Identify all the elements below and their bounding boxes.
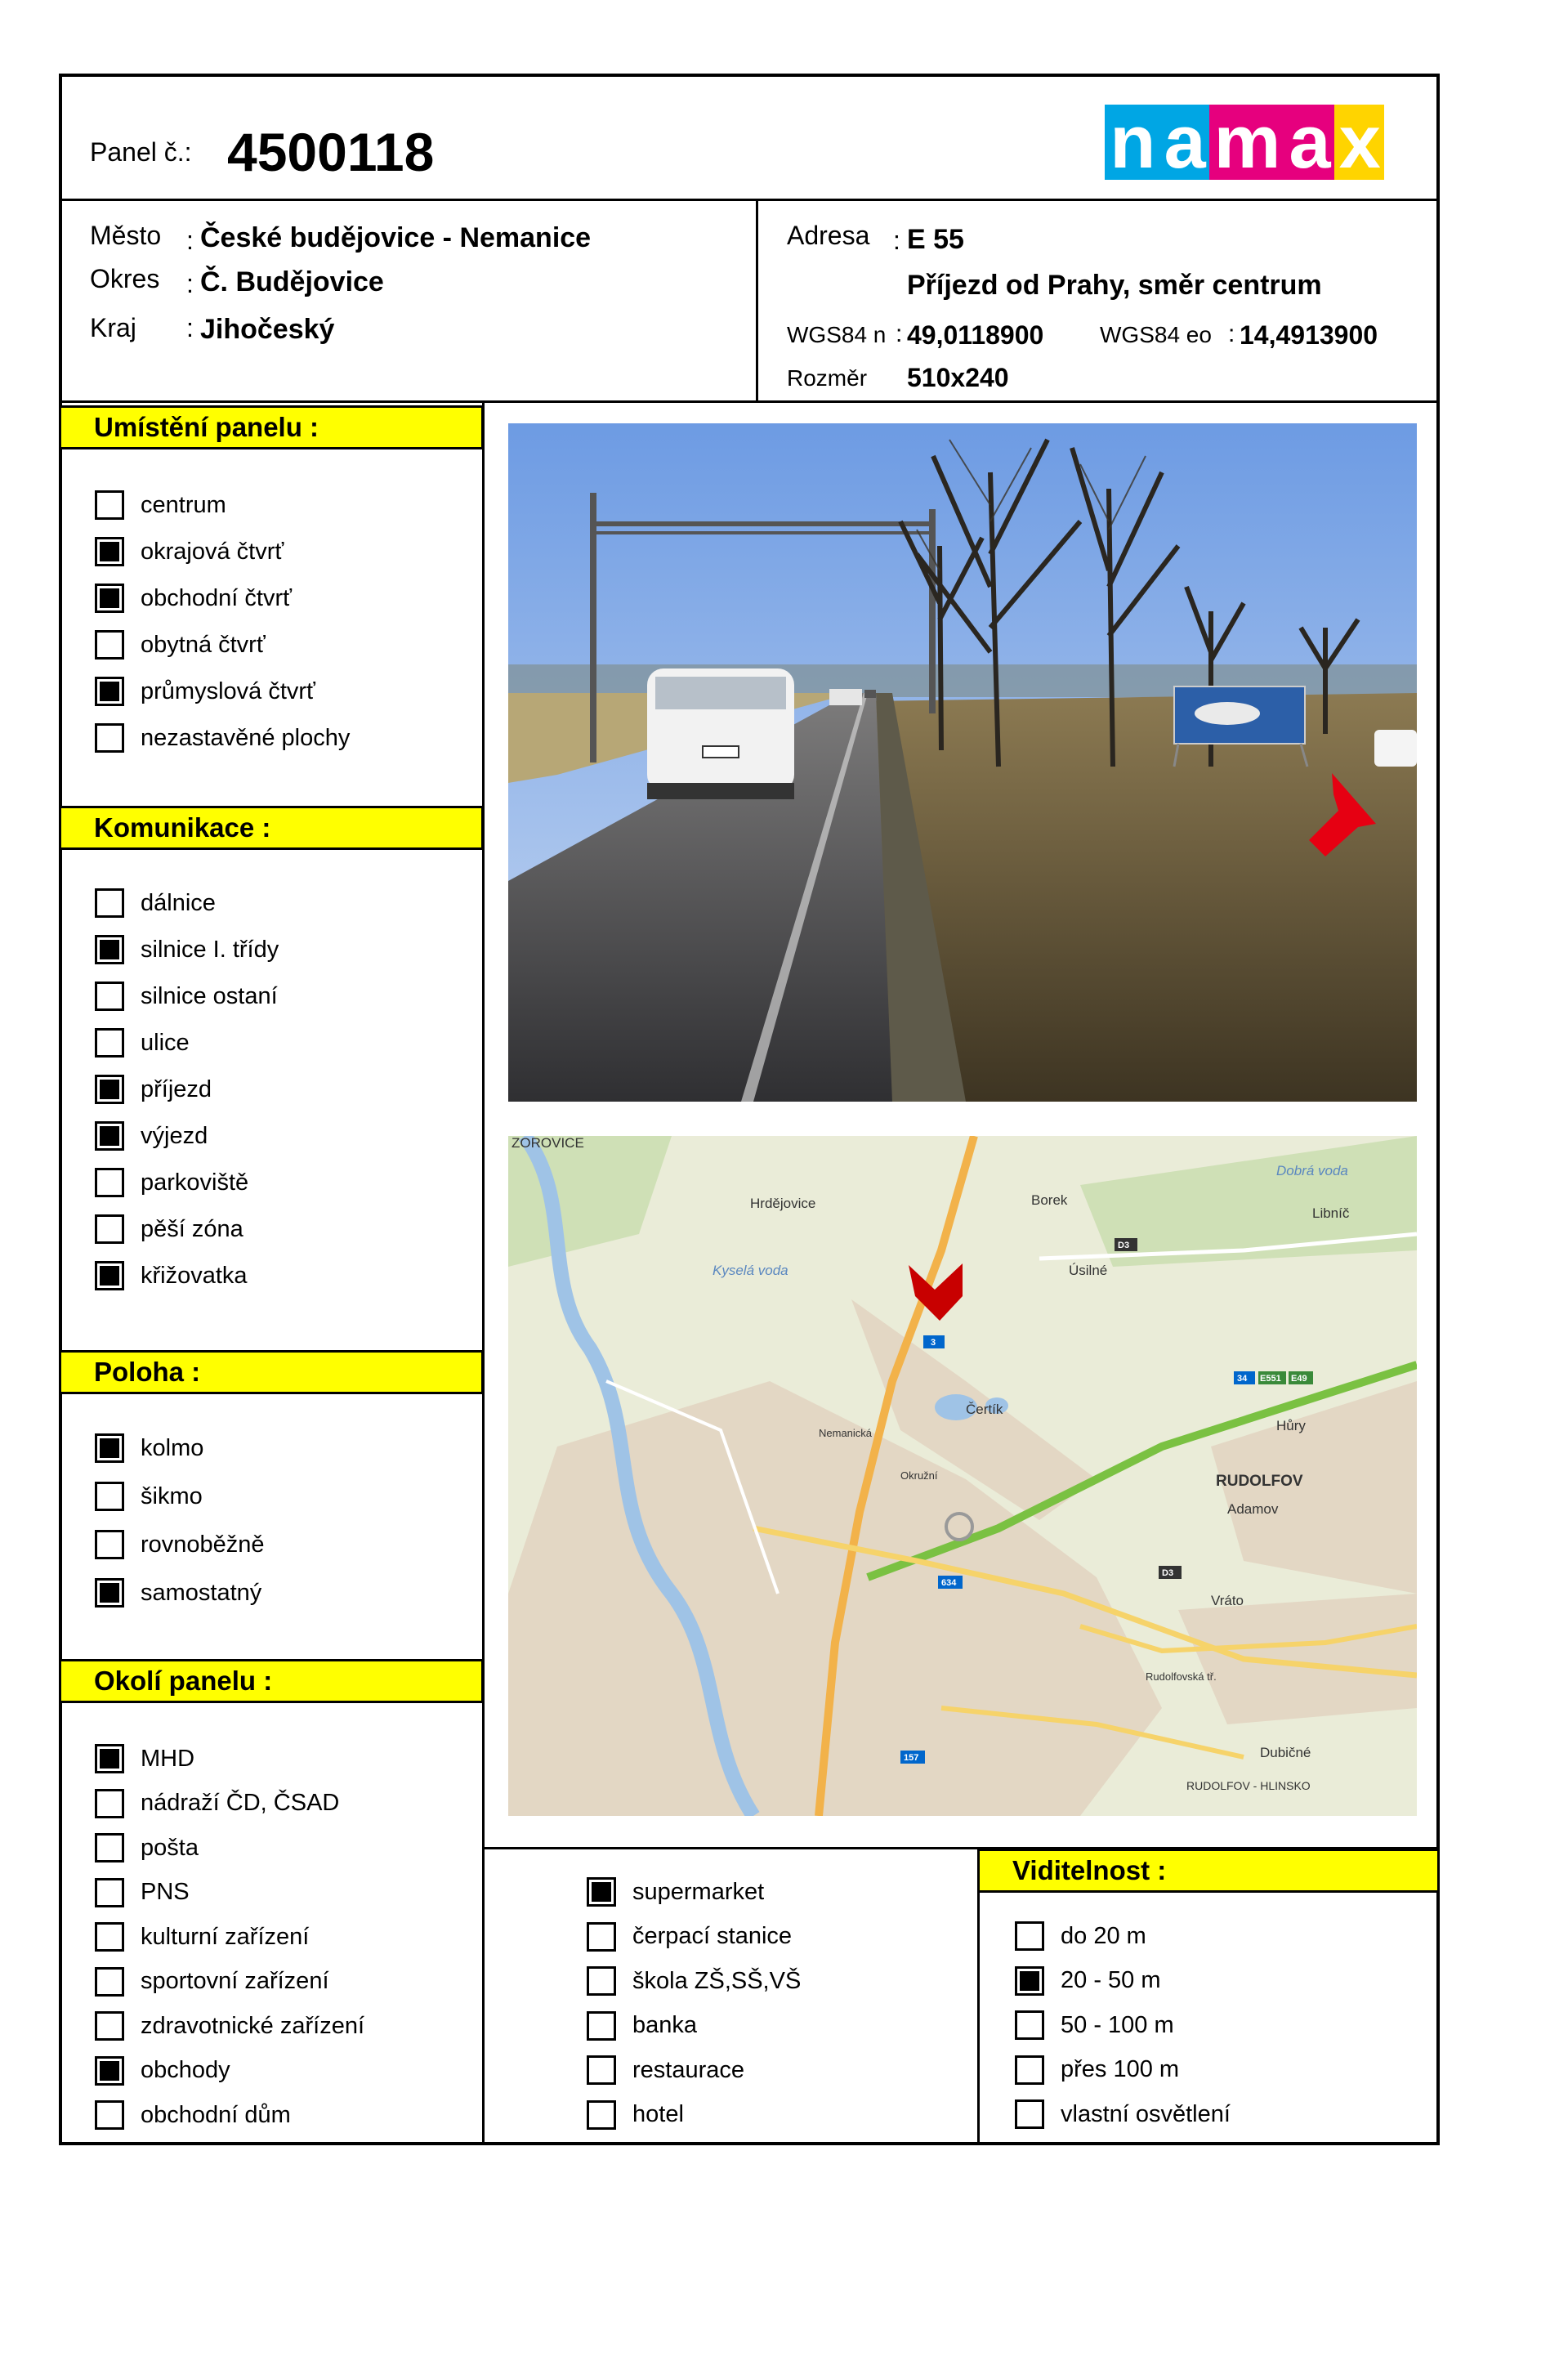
checkbox-label: obytná čtvrť xyxy=(141,631,266,658)
checkbox-unchecked[interactable] xyxy=(587,1966,616,1996)
checkbox-label: kulturní zařízení xyxy=(141,1923,310,1950)
checkbox-checked[interactable] xyxy=(95,1121,124,1151)
checkbox-label: restaurace xyxy=(632,2056,745,2083)
checkbox-checked[interactable] xyxy=(95,677,124,706)
checkbox-row[interactable] xyxy=(95,1574,261,1612)
checkbox-row[interactable] xyxy=(95,1117,208,1155)
checkbox-unchecked[interactable] xyxy=(95,1878,124,1907)
checkbox-row[interactable] xyxy=(95,884,216,922)
checkbox-label: dálnice xyxy=(141,889,216,916)
kraj-label: Kraj xyxy=(90,313,136,342)
checkbox-unchecked[interactable] xyxy=(95,2011,124,2041)
kraj-value: Jihočeský xyxy=(200,314,335,345)
map-place-label: RUDOLFOV xyxy=(1216,1473,1303,1490)
checkbox-checked[interactable] xyxy=(95,1744,124,1773)
checkbox-row[interactable] xyxy=(95,1257,248,1295)
map-place-label: Vráto xyxy=(1211,1593,1244,1608)
checkbox-row[interactable] xyxy=(95,1963,329,2001)
checkbox-row[interactable] xyxy=(95,579,292,617)
map-road-number: E49 xyxy=(1291,1374,1307,1384)
map-road-number: D3 xyxy=(1162,1568,1174,1578)
checkbox-unchecked[interactable] xyxy=(95,1922,124,1952)
map-road-number: 34 xyxy=(1237,1374,1248,1384)
checkbox-row[interactable] xyxy=(587,1962,801,2000)
checkbox-row[interactable] xyxy=(95,1918,309,1956)
checkbox-label: banka xyxy=(632,2012,698,2038)
checkbox-unchecked[interactable] xyxy=(95,888,124,918)
komunikace-title: Komunikace : xyxy=(59,806,484,850)
checkbox-unchecked[interactable] xyxy=(587,1922,616,1952)
map-road-number: 634 xyxy=(941,1578,957,1588)
checkbox-label: zdravotnické zařízení xyxy=(141,2012,365,2039)
checkbox-checked[interactable] xyxy=(95,537,124,566)
left-column-divider xyxy=(482,402,485,2145)
checkbox-label: rovnoběžně xyxy=(141,1531,265,1558)
checkbox-row[interactable] xyxy=(1015,1962,1161,2000)
checkbox-label: obchody xyxy=(141,2057,230,2083)
checkbox-row[interactable] xyxy=(95,1829,199,1867)
checkbox-row[interactable] xyxy=(95,1429,203,1467)
map-road-number: D3 xyxy=(1118,1241,1130,1250)
mesto-label: Město xyxy=(90,221,162,250)
checkbox-row[interactable] xyxy=(1015,2006,1174,2044)
checkbox-label: kolmo xyxy=(141,1434,204,1461)
checkbox-unchecked[interactable] xyxy=(587,2011,616,2041)
okres-label: Okres xyxy=(90,264,160,293)
map-place-label: Okružní xyxy=(900,1469,938,1482)
checkbox-label: do 20 m xyxy=(1061,1922,1146,1949)
checkbox-label: supermarket xyxy=(632,1878,765,1905)
checkbox-label: pošta xyxy=(141,1834,199,1861)
logo-letter: x xyxy=(1334,105,1384,180)
checkbox-row[interactable] xyxy=(587,2096,684,2134)
map-place-label: ZOROVICE xyxy=(511,1136,584,1151)
mesto-value: České budějovice - Nemanice xyxy=(200,222,592,253)
checkbox-unchecked[interactable] xyxy=(95,1168,124,1197)
wgs-n-value: 49,0118900 xyxy=(907,320,1044,350)
checkbox-label: obchodní čtvrť xyxy=(141,584,292,611)
viditelnost-title: Viditelnost : xyxy=(977,1849,1440,1893)
checkbox-label: hotel xyxy=(632,2101,684,2127)
checkbox-row[interactable] xyxy=(1015,2051,1179,2089)
map-place-label: Hůry xyxy=(1276,1418,1306,1433)
checkbox-unchecked[interactable] xyxy=(95,2100,124,2130)
checkbox-checked[interactable] xyxy=(95,1261,124,1290)
map-place-label: Čertík xyxy=(966,1402,1003,1417)
checkbox-row[interactable] xyxy=(1015,2095,1231,2133)
checkbox-unchecked[interactable] xyxy=(587,2100,616,2130)
checkbox-label: centrum xyxy=(141,491,226,518)
checkbox-unchecked[interactable] xyxy=(95,1789,124,1818)
checkbox-checked[interactable] xyxy=(95,1075,124,1104)
checkbox-label: 50 - 100 m xyxy=(1061,2011,1174,2038)
map-place-label: Úsilné xyxy=(1069,1263,1108,1278)
checkbox-unchecked[interactable] xyxy=(95,1028,124,1058)
map-road-number: 157 xyxy=(904,1753,919,1763)
logo-letter: m xyxy=(1209,105,1284,180)
panel-number: 4500118 xyxy=(227,122,435,182)
checkbox-unchecked[interactable] xyxy=(1015,2055,1044,2085)
checkbox-unchecked[interactable] xyxy=(95,630,124,660)
checkbox-row[interactable] xyxy=(95,673,315,710)
checkbox-unchecked[interactable] xyxy=(95,1482,124,1511)
rozmer-label: Rozměr xyxy=(787,365,868,391)
wgs-eo-label: WGS84 eo xyxy=(1100,322,1212,347)
checkbox-unchecked[interactable] xyxy=(95,723,124,753)
viditelnost-divider xyxy=(977,1849,980,2145)
checkbox-label: křižovatka xyxy=(141,1262,248,1289)
checkbox-row[interactable] xyxy=(587,2051,744,2089)
checkbox-unchecked[interactable] xyxy=(95,490,124,520)
checkbox-row[interactable] xyxy=(95,1785,339,1822)
checkbox-row[interactable] xyxy=(587,1918,792,1956)
checkbox-row[interactable] xyxy=(95,1071,212,1108)
checkbox-label: šikmo xyxy=(141,1482,203,1509)
map-road-number: 3 xyxy=(931,1338,936,1348)
checkbox-label: silnice ostaní xyxy=(141,982,278,1009)
checkbox-row[interactable] xyxy=(587,2007,697,2045)
checkbox-row[interactable] xyxy=(587,1873,764,1911)
location-map xyxy=(508,1136,1417,1816)
checkbox-label: čerpací stanice xyxy=(632,1923,793,1949)
logo-letter: a xyxy=(1159,105,1208,180)
checkbox-label: výjezd xyxy=(141,1122,208,1149)
checkbox-label: pěší zóna xyxy=(141,1215,243,1242)
map-place-label: Rudolfovská tř. xyxy=(1146,1670,1217,1683)
map-place-label: Hrdějovice xyxy=(750,1196,816,1211)
checkbox-row[interactable] xyxy=(95,931,279,968)
checkbox-row[interactable] xyxy=(95,1874,190,1912)
map-place-label: Dubičné xyxy=(1260,1745,1311,1760)
adresa-line2: Příjezd od Prahy, směr centrum xyxy=(907,270,1322,301)
checkbox-checked[interactable] xyxy=(95,584,124,613)
checkbox-label: sportovní zařízení xyxy=(141,1968,329,1994)
checkbox-label: parkoviště xyxy=(141,1169,249,1196)
checkbox-row[interactable] xyxy=(95,1740,194,1778)
map-place-label: Nemanická xyxy=(819,1427,873,1439)
checkbox-label: okrajová čtvrť xyxy=(141,538,284,565)
checkbox-unchecked[interactable] xyxy=(1015,1921,1044,1951)
map-place-label: RUDOLFOV - HLINSKO xyxy=(1186,1779,1311,1792)
checkbox-checked[interactable] xyxy=(587,1877,616,1907)
checkbox-row[interactable] xyxy=(95,2007,364,2045)
umisteni-title: Umístění panelu : xyxy=(59,405,484,449)
checkbox-row[interactable] xyxy=(95,486,226,524)
checkbox-label: samostatný xyxy=(141,1579,262,1606)
checkbox-row[interactable] xyxy=(95,1024,190,1062)
logo-letter: a xyxy=(1284,105,1333,180)
checkbox-label: ulice xyxy=(141,1029,190,1056)
okoli-title: Okolí panelu : xyxy=(59,1659,484,1703)
sheet-frame xyxy=(59,74,1440,2145)
checkbox-row[interactable] xyxy=(95,533,284,570)
checkbox-unchecked[interactable] xyxy=(95,1214,124,1244)
checkbox-row[interactable] xyxy=(95,2096,291,2134)
checkbox-label: nezastavěné plochy xyxy=(141,724,351,751)
checkbox-unchecked[interactable] xyxy=(95,1967,124,1997)
checkbox-unchecked[interactable] xyxy=(95,1530,124,1559)
location-bottom-divider xyxy=(59,400,1440,403)
adresa-value: E 55 xyxy=(907,224,964,255)
checkbox-checked[interactable] xyxy=(95,1433,124,1463)
checkbox-row[interactable] xyxy=(95,1526,265,1563)
map-place-label: Libníč xyxy=(1312,1205,1350,1221)
checkbox-label: PNS xyxy=(141,1879,190,1905)
checkbox-label: MHD xyxy=(141,1745,195,1772)
checkbox-checked[interactable] xyxy=(95,935,124,964)
checkbox-unchecked[interactable] xyxy=(587,2055,616,2085)
checkbox-row[interactable] xyxy=(95,977,278,1015)
checkbox-label: nádraží ČD, ČSAD xyxy=(141,1790,340,1816)
wgs-eo-value: 14,4913900 xyxy=(1240,320,1378,350)
checkbox-row[interactable] xyxy=(95,626,266,664)
map-place-label: Borek xyxy=(1031,1192,1068,1208)
checkbox-unchecked[interactable] xyxy=(95,982,124,1011)
checkbox-row[interactable] xyxy=(95,719,350,757)
map-place-label: Kyselá voda xyxy=(713,1263,788,1278)
checkbox-unchecked[interactable] xyxy=(95,1833,124,1862)
checkbox-row[interactable] xyxy=(95,1210,243,1248)
map-road-number: E551 xyxy=(1260,1374,1281,1384)
header-divider xyxy=(59,199,1440,201)
rozmer-value: 510x240 xyxy=(907,363,1009,392)
map-place-label: Dobrá voda xyxy=(1276,1163,1348,1178)
checkbox-unchecked[interactable] xyxy=(1015,2099,1044,2129)
checkbox-row[interactable] xyxy=(1015,1917,1146,1955)
checkbox-checked[interactable] xyxy=(95,2056,124,2086)
checkbox-row[interactable] xyxy=(95,1164,248,1201)
poloha-title: Poloha : xyxy=(59,1350,484,1394)
location-divider xyxy=(756,200,758,401)
checkbox-row[interactable] xyxy=(95,2052,230,2090)
checkbox-label: příjezd xyxy=(141,1075,212,1102)
checkbox-label: silnice I. třídy xyxy=(141,936,279,963)
checkbox-label: vlastní osvětlení xyxy=(1061,2100,1231,2127)
checkbox-label: škola ZŠ,SŠ,VŠ xyxy=(632,1967,802,1994)
checkbox-label: přes 100 m xyxy=(1061,2056,1180,2082)
checkbox-checked[interactable] xyxy=(95,1578,124,1608)
logo-letter: n xyxy=(1105,105,1159,180)
panel-label: Panel č.: xyxy=(90,137,192,167)
map-place-label: Adamov xyxy=(1227,1501,1279,1517)
checkbox-row[interactable] xyxy=(95,1478,203,1515)
checkbox-label: 20 - 50 m xyxy=(1061,1967,1161,1993)
checkbox-label: průmyslová čtvrť xyxy=(141,677,315,704)
checkbox-checked[interactable] xyxy=(1015,1966,1044,1996)
okres-value: Č. Budějovice xyxy=(200,266,384,297)
wgs-n-label: WGS84 n xyxy=(787,322,887,347)
adresa-label: Adresa xyxy=(787,221,870,250)
billboard-photo xyxy=(508,423,1417,1102)
namax-logo xyxy=(1095,101,1394,184)
checkbox-unchecked[interactable] xyxy=(1015,2010,1044,2040)
checkbox-label: obchodní dům xyxy=(141,2101,291,2128)
